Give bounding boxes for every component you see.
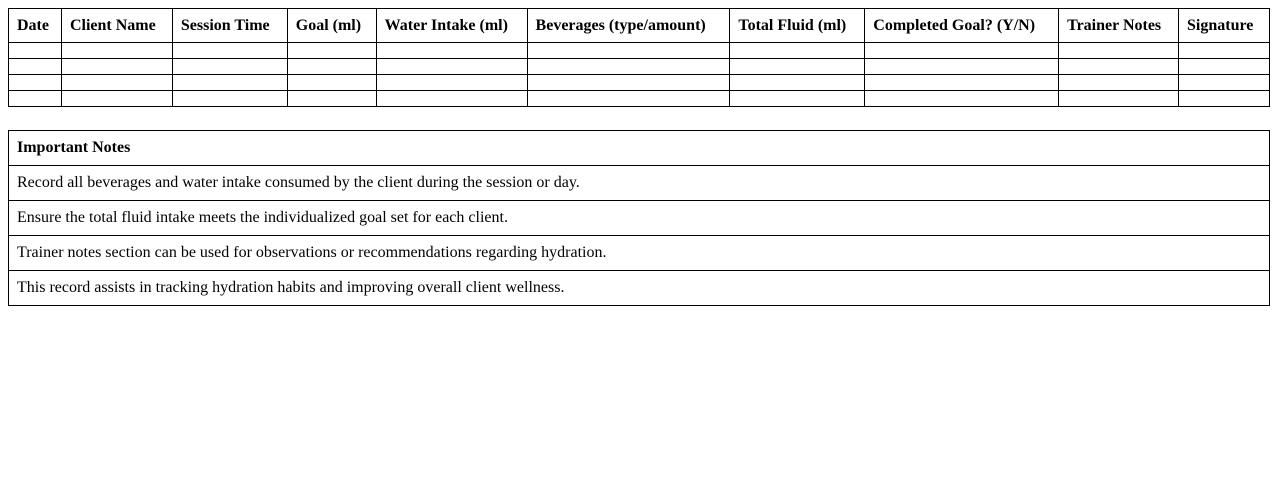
table-cell[interactable] xyxy=(1059,43,1179,59)
table-cell[interactable] xyxy=(865,43,1059,59)
table-cell[interactable] xyxy=(172,91,287,107)
notes-header-row xyxy=(9,131,1270,166)
important-notes-title: Important Notes xyxy=(9,131,1270,166)
column-header-trainer-notes: Trainer Notes xyxy=(1059,9,1179,43)
note-row xyxy=(9,166,1270,201)
table-cell[interactable] xyxy=(527,91,730,107)
column-header-session-time: Session Time xyxy=(172,9,287,43)
table-row xyxy=(9,59,1270,75)
table-cell[interactable] xyxy=(172,43,287,59)
table-cell[interactable] xyxy=(376,75,527,91)
table-cell[interactable] xyxy=(865,75,1059,91)
table-cell[interactable] xyxy=(287,91,376,107)
table-cell[interactable] xyxy=(61,91,172,107)
table-cell[interactable] xyxy=(1179,59,1270,75)
table-row xyxy=(9,75,1270,91)
table-cell[interactable] xyxy=(1179,75,1270,91)
table-cell[interactable] xyxy=(287,43,376,59)
column-header-goal: Goal (ml) xyxy=(287,9,376,43)
table-cell[interactable] xyxy=(9,59,62,75)
note-item: Record all beverages and water intake consumed by the client during the session or day. xyxy=(9,166,1270,201)
note-item: This record assists in tracking hydration habits and improving overall client wellness. xyxy=(9,271,1270,306)
table-cell[interactable] xyxy=(1059,59,1179,75)
note-item: Ensure the total fluid intake meets the individualized goal set for each client. xyxy=(9,201,1270,236)
table-cell[interactable] xyxy=(9,75,62,91)
note-row xyxy=(9,236,1270,271)
hydration-log-table xyxy=(8,8,1270,107)
table-cell[interactable] xyxy=(287,75,376,91)
column-header-water-intake: Water Intake (ml) xyxy=(376,9,527,43)
table-cell[interactable] xyxy=(865,91,1059,107)
table-cell[interactable] xyxy=(1059,75,1179,91)
table-cell[interactable] xyxy=(730,59,865,75)
column-header-date: Date xyxy=(9,9,62,43)
important-notes-table xyxy=(8,130,1270,306)
table-cell[interactable] xyxy=(527,75,730,91)
column-header-completed-goal: Completed Goal? (Y/N) xyxy=(865,9,1059,43)
column-header-beverages: Beverages (type/amount) xyxy=(527,9,730,43)
note-item: Trainer notes section can be used for observations or recommendations regarding hydration. xyxy=(9,236,1270,271)
table-cell[interactable] xyxy=(527,59,730,75)
note-row xyxy=(9,271,1270,306)
note-row xyxy=(9,201,1270,236)
table-cell[interactable] xyxy=(730,91,865,107)
header-row xyxy=(9,9,1270,43)
table-row xyxy=(9,43,1270,59)
table-cell[interactable] xyxy=(730,75,865,91)
table-cell[interactable] xyxy=(61,59,172,75)
column-header-client-name: Client Name xyxy=(61,9,172,43)
table-cell[interactable] xyxy=(9,43,62,59)
table-cell[interactable] xyxy=(9,91,62,107)
table-cell[interactable] xyxy=(376,91,527,107)
table-cell[interactable] xyxy=(1179,43,1270,59)
table-cell[interactable] xyxy=(172,59,287,75)
table-cell[interactable] xyxy=(61,75,172,91)
table-cell[interactable] xyxy=(376,43,527,59)
column-header-total-fluid: Total Fluid (ml) xyxy=(730,9,865,43)
table-cell[interactable] xyxy=(1059,91,1179,107)
table-cell[interactable] xyxy=(865,59,1059,75)
table-row xyxy=(9,91,1270,107)
table-cell[interactable] xyxy=(730,43,865,59)
table-cell[interactable] xyxy=(376,59,527,75)
table-cell[interactable] xyxy=(172,75,287,91)
table-cell[interactable] xyxy=(61,43,172,59)
table-cell[interactable] xyxy=(287,59,376,75)
table-cell[interactable] xyxy=(1179,91,1270,107)
column-header-signature: Signature xyxy=(1179,9,1270,43)
table-cell[interactable] xyxy=(527,43,730,59)
